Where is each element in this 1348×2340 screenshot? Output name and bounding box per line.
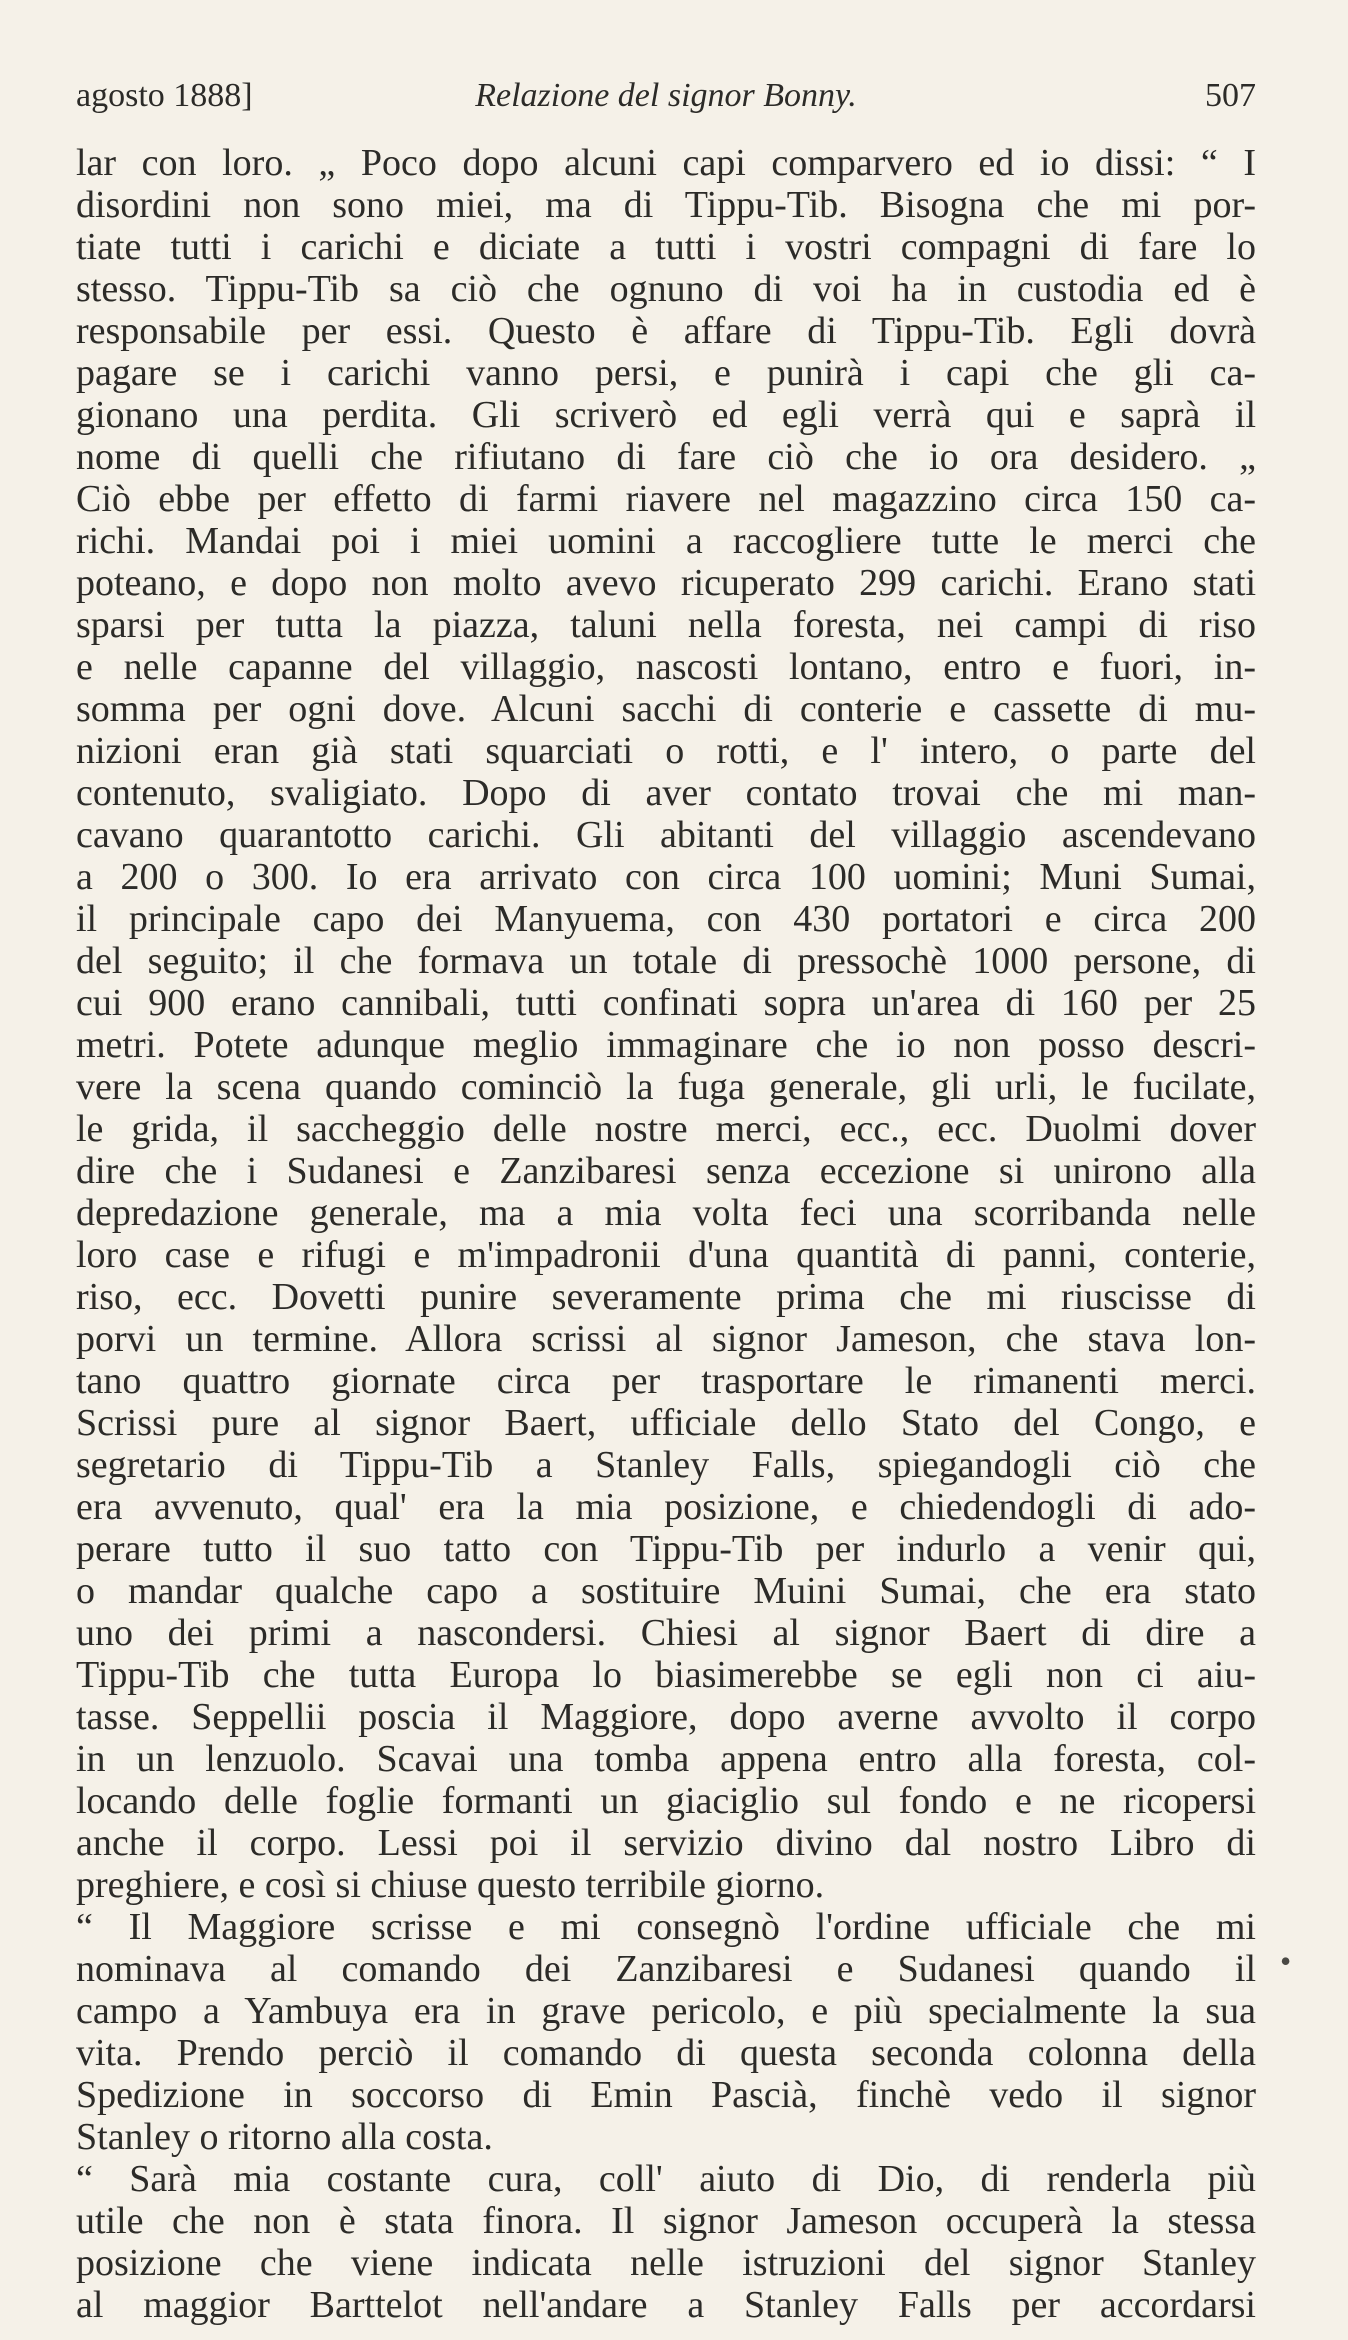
text-line: contenuto, svaligiato. Dopo di aver contato trovai che mi man- — [76, 772, 1256, 814]
text-line: tano quattro giornate circa per trasportare le rimanenti merci. — [76, 1360, 1256, 1402]
text-line: preghiere, e così si chiuse questo terribile giorno. — [76, 1864, 825, 1906]
page-number: 507 — [1205, 77, 1256, 114]
text-line: tasse. Seppellii poscia il Maggiore, dopo averne avvolto il corpo — [76, 1696, 1256, 1738]
text-line: porvi un termine. Allora scrissi al signor Jameson, che stava lon- — [76, 1318, 1256, 1360]
text-line: loro case e rifugi e m'impadronii d'una quantità di panni, conterie, — [76, 1234, 1256, 1276]
text-line: cui 900 erano cannibali, tutti confinati sopra un'area di 160 per 25 — [76, 982, 1256, 1024]
text-line: e nelle capanne del villaggio, nascosti lontano, entro e fuori, in- — [76, 646, 1256, 688]
text-line: metri. Potete adunque meglio immaginare che io non posso descri- — [76, 1024, 1256, 1066]
text-line: poteano, e dopo non molto avevo ricuperato 299 carichi. Erano stati — [76, 562, 1256, 604]
text-line: nome di quelli che rifiutano di fare ciò che io ora desidero. „ — [76, 436, 1256, 478]
text-line: responsabile per essi. Questo è affare di Tippu-Tib. Egli dovrà — [76, 310, 1256, 352]
running-header — [76, 72, 1256, 120]
body-text — [76, 142, 1256, 2326]
text-line: segretario di Tippu-Tib a Stanley Falls, spiegandogli ciò che — [76, 1444, 1256, 1486]
text-line: o mandar qualche capo a sostituire Muini Sumai, che era stato — [76, 1570, 1256, 1612]
text-line: depredazione generale, ma a mia volta feci una scorribanda nelle — [76, 1192, 1256, 1234]
text-line: nominava al comando dei Zanzibaresi e Sudanesi quando il — [76, 1948, 1256, 1990]
text-line: richi. Mandai poi i miei uomini a raccogliere tutte le merci che — [76, 520, 1256, 562]
text-line: pagare se i carichi vanno persi, e punirà i capi che gli ca- — [76, 352, 1256, 394]
text-line: Scrissi pure al signor Baert, ufficiale dello Stato del Congo, e — [76, 1402, 1256, 1444]
text-line: riso, ecc. Dovetti punire severamente prima che mi riuscisse di — [76, 1276, 1256, 1318]
text-line: “ Il Maggiore scrisse e mi consegnò l'ordine ufficiale che mi — [76, 1906, 1256, 1948]
margin-mark: • — [1280, 1943, 1292, 1979]
text-line: lar con loro. „ Poco dopo alcuni capi comparvero ed io dissi: “ I — [76, 142, 1256, 184]
text-line: somma per ogni dove. Alcuni sacchi di conterie e cassette di mu- — [76, 688, 1256, 730]
text-line: posizione che viene indicata nelle istruzioni del signor Stanley — [76, 2242, 1256, 2284]
text-line: anche il corpo. Lessi poi il servizio divino dal nostro Libro di — [76, 1822, 1256, 1864]
text-line: campo a Yambuya era in grave pericolo, e più specialmente la sua — [76, 1990, 1256, 2032]
text-line: le grida, il saccheggio delle nostre merci, ecc., ecc. Duolmi dover — [76, 1108, 1256, 1150]
text-line: disordini non sono miei, ma di Tippu-Tib. Bisogna che mi por- — [76, 184, 1256, 226]
text-line: Stanley o ritorno alla costa. — [76, 2116, 493, 2158]
header-date: agosto 1888] — [76, 77, 253, 114]
text-line: stesso. Tippu-Tib sa ciò che ognuno di voi ha in custodia ed è — [76, 268, 1256, 310]
text-line: Spedizione in soccorso di Emin Pascià, finchè vedo il signor — [76, 2074, 1256, 2116]
text-line: al maggior Barttelot nell'andare a Stanley Falls per accordarsi — [76, 2284, 1256, 2326]
text-line: tiate tutti i carichi e diciate a tutti i vostri compagni di fare lo — [76, 226, 1256, 268]
text-line: vere la scena quando cominciò la fuga generale, gli urli, le fucilate, — [76, 1066, 1256, 1108]
text-line: in un lenzuolo. Scavai una tomba appena entro alla foresta, col- — [76, 1738, 1256, 1780]
text-line: uno dei primi a nascondersi. Chiesi al signor Baert di dire a — [76, 1612, 1256, 1654]
text-line: Ciò ebbe per effetto di farmi riavere nel magazzino circa 150 ca- — [76, 478, 1256, 520]
text-line: dire che i Sudanesi e Zanzibaresi senza eccezione si unirono alla — [76, 1150, 1256, 1192]
text-line: nizioni eran già stati squarciati o rotti, e l' intero, o parte del — [76, 730, 1256, 772]
text-line: a 200 o 300. Io era arrivato con circa 100 uomini; Muni Sumai, — [76, 856, 1256, 898]
text-line: locando delle foglie formanti un giaciglio sul fondo e ne ricopersi — [76, 1780, 1256, 1822]
text-line: utile che non è stata finora. Il signor Jameson occuperà la stessa — [76, 2200, 1256, 2242]
text-line: Tippu-Tib che tutta Europa lo biasimerebbe se egli non ci aiu- — [76, 1654, 1256, 1696]
text-line: il principale capo dei Manyuema, con 430 portatori e circa 200 — [76, 898, 1256, 940]
text-line: del seguito; il che formava un totale di pressochè 1000 persone, di — [76, 940, 1256, 982]
text-line: perare tutto il suo tatto con Tippu-Tib per indurlo a venir qui, — [76, 1528, 1256, 1570]
text-line: “ Sarà mia costante cura, coll' aiuto di Dio, di renderla più — [76, 2158, 1256, 2200]
text-line: vita. Prendo perciò il comando di questa seconda colonna della — [76, 2032, 1256, 2074]
text-line: sparsi per tutta la piazza, taluni nella foresta, nei campi di riso — [76, 604, 1256, 646]
text-line: gionano una perdita. Gli scriverò ed egli verrà qui e saprà il — [76, 394, 1256, 436]
header-title: Relazione del signor Bonny. — [475, 77, 857, 114]
text-line: cavano quarantotto carichi. Gli abitanti del villaggio ascendevano — [76, 814, 1256, 856]
text-line: era avvenuto, qual' era la mia posizione, e chiedendogli di ado- — [76, 1486, 1256, 1528]
